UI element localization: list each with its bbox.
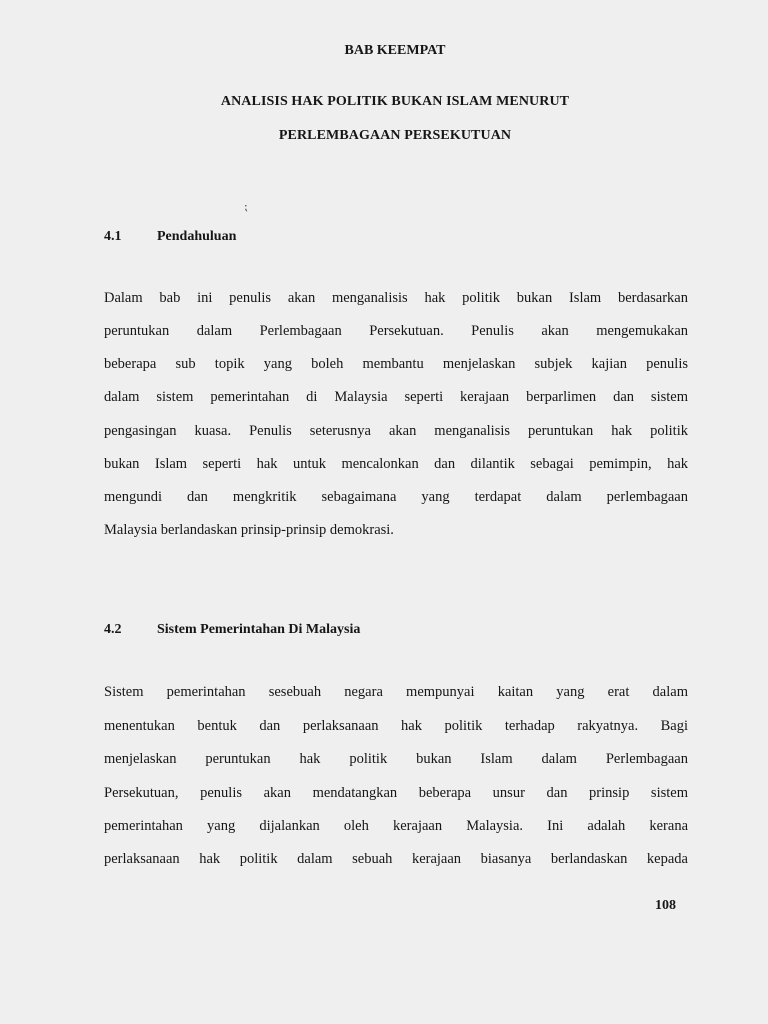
- paragraph-line: perlaksanaan hak politik dalam sebuah kerajaan biasanya berlandaskan kepada: [104, 851, 688, 867]
- paragraph-line: beberapa sub topik yang boleh membantu menjelaskan subjek kajian penulis: [104, 356, 688, 372]
- paragraph-line: Persekutuan, penulis akan mendatangkan beberapa unsur dan prinsip sistem: [104, 785, 688, 801]
- paragraph-line: Dalam bab ini penulis akan menganalisis hak politik bukan Islam berdasarkan: [104, 290, 688, 306]
- chapter-title-line-2: PERLEMBAGAAN PERSEKUTUAN: [278, 128, 512, 143]
- chapter-label: BAB KEEMPAT: [344, 43, 446, 58]
- paragraph-line: Sistem pemerintahan sesebuah negara mempunyai kaitan yang erat dalam: [104, 684, 688, 700]
- paragraph-line: bukan Islam seperti hak untuk mencalonkan dan dilantik sebagai pemimpin, hak: [104, 456, 688, 472]
- section-number: 4.2: [104, 622, 122, 637]
- chapter-title-line-1: ANALISIS HAK POLITIK BUKAN ISLAM MENURUT: [220, 94, 570, 109]
- section-title: Pendahuluan: [157, 229, 237, 244]
- page-number: 108: [655, 898, 676, 913]
- section-heading-4-1: [104, 229, 236, 245]
- paragraph-line: menjelaskan peruntukan hak politik bukan Islam dalam Perlembagaan: [104, 751, 688, 767]
- paragraph-line: dalam sistem pemerintahan di Malaysia seperti kerajaan berparlimen dan sistem: [104, 389, 688, 405]
- scan-speck-mark: ⁏: [244, 201, 248, 213]
- paragraph-line: menentukan bentuk dan perlaksanaan hak politik terhadap rakyatnya. Bagi: [104, 718, 688, 734]
- paragraph-line: mengundi dan mengkritik sebagaimana yang terdapat dalam perlembagaan: [104, 489, 688, 505]
- paragraph-line: pemerintahan yang dijalankan oleh kerajaan Malaysia. Ini adalah kerana: [104, 818, 688, 834]
- section-number: 4.1: [104, 229, 122, 244]
- paragraph-line: peruntukan dalam Perlembagaan Persekutuan. Penulis akan mengemukakan: [104, 323, 688, 339]
- section-title: Sistem Pemerintahan Di Malaysia: [157, 622, 361, 637]
- paragraph-line: pengasingan kuasa. Penulis seterusnya akan menganalisis peruntukan hak politik: [104, 423, 688, 439]
- paragraph-line: Malaysia berlandaskan prinsip-prinsip demokrasi.: [104, 522, 394, 538]
- section-heading-4-2: [104, 622, 360, 638]
